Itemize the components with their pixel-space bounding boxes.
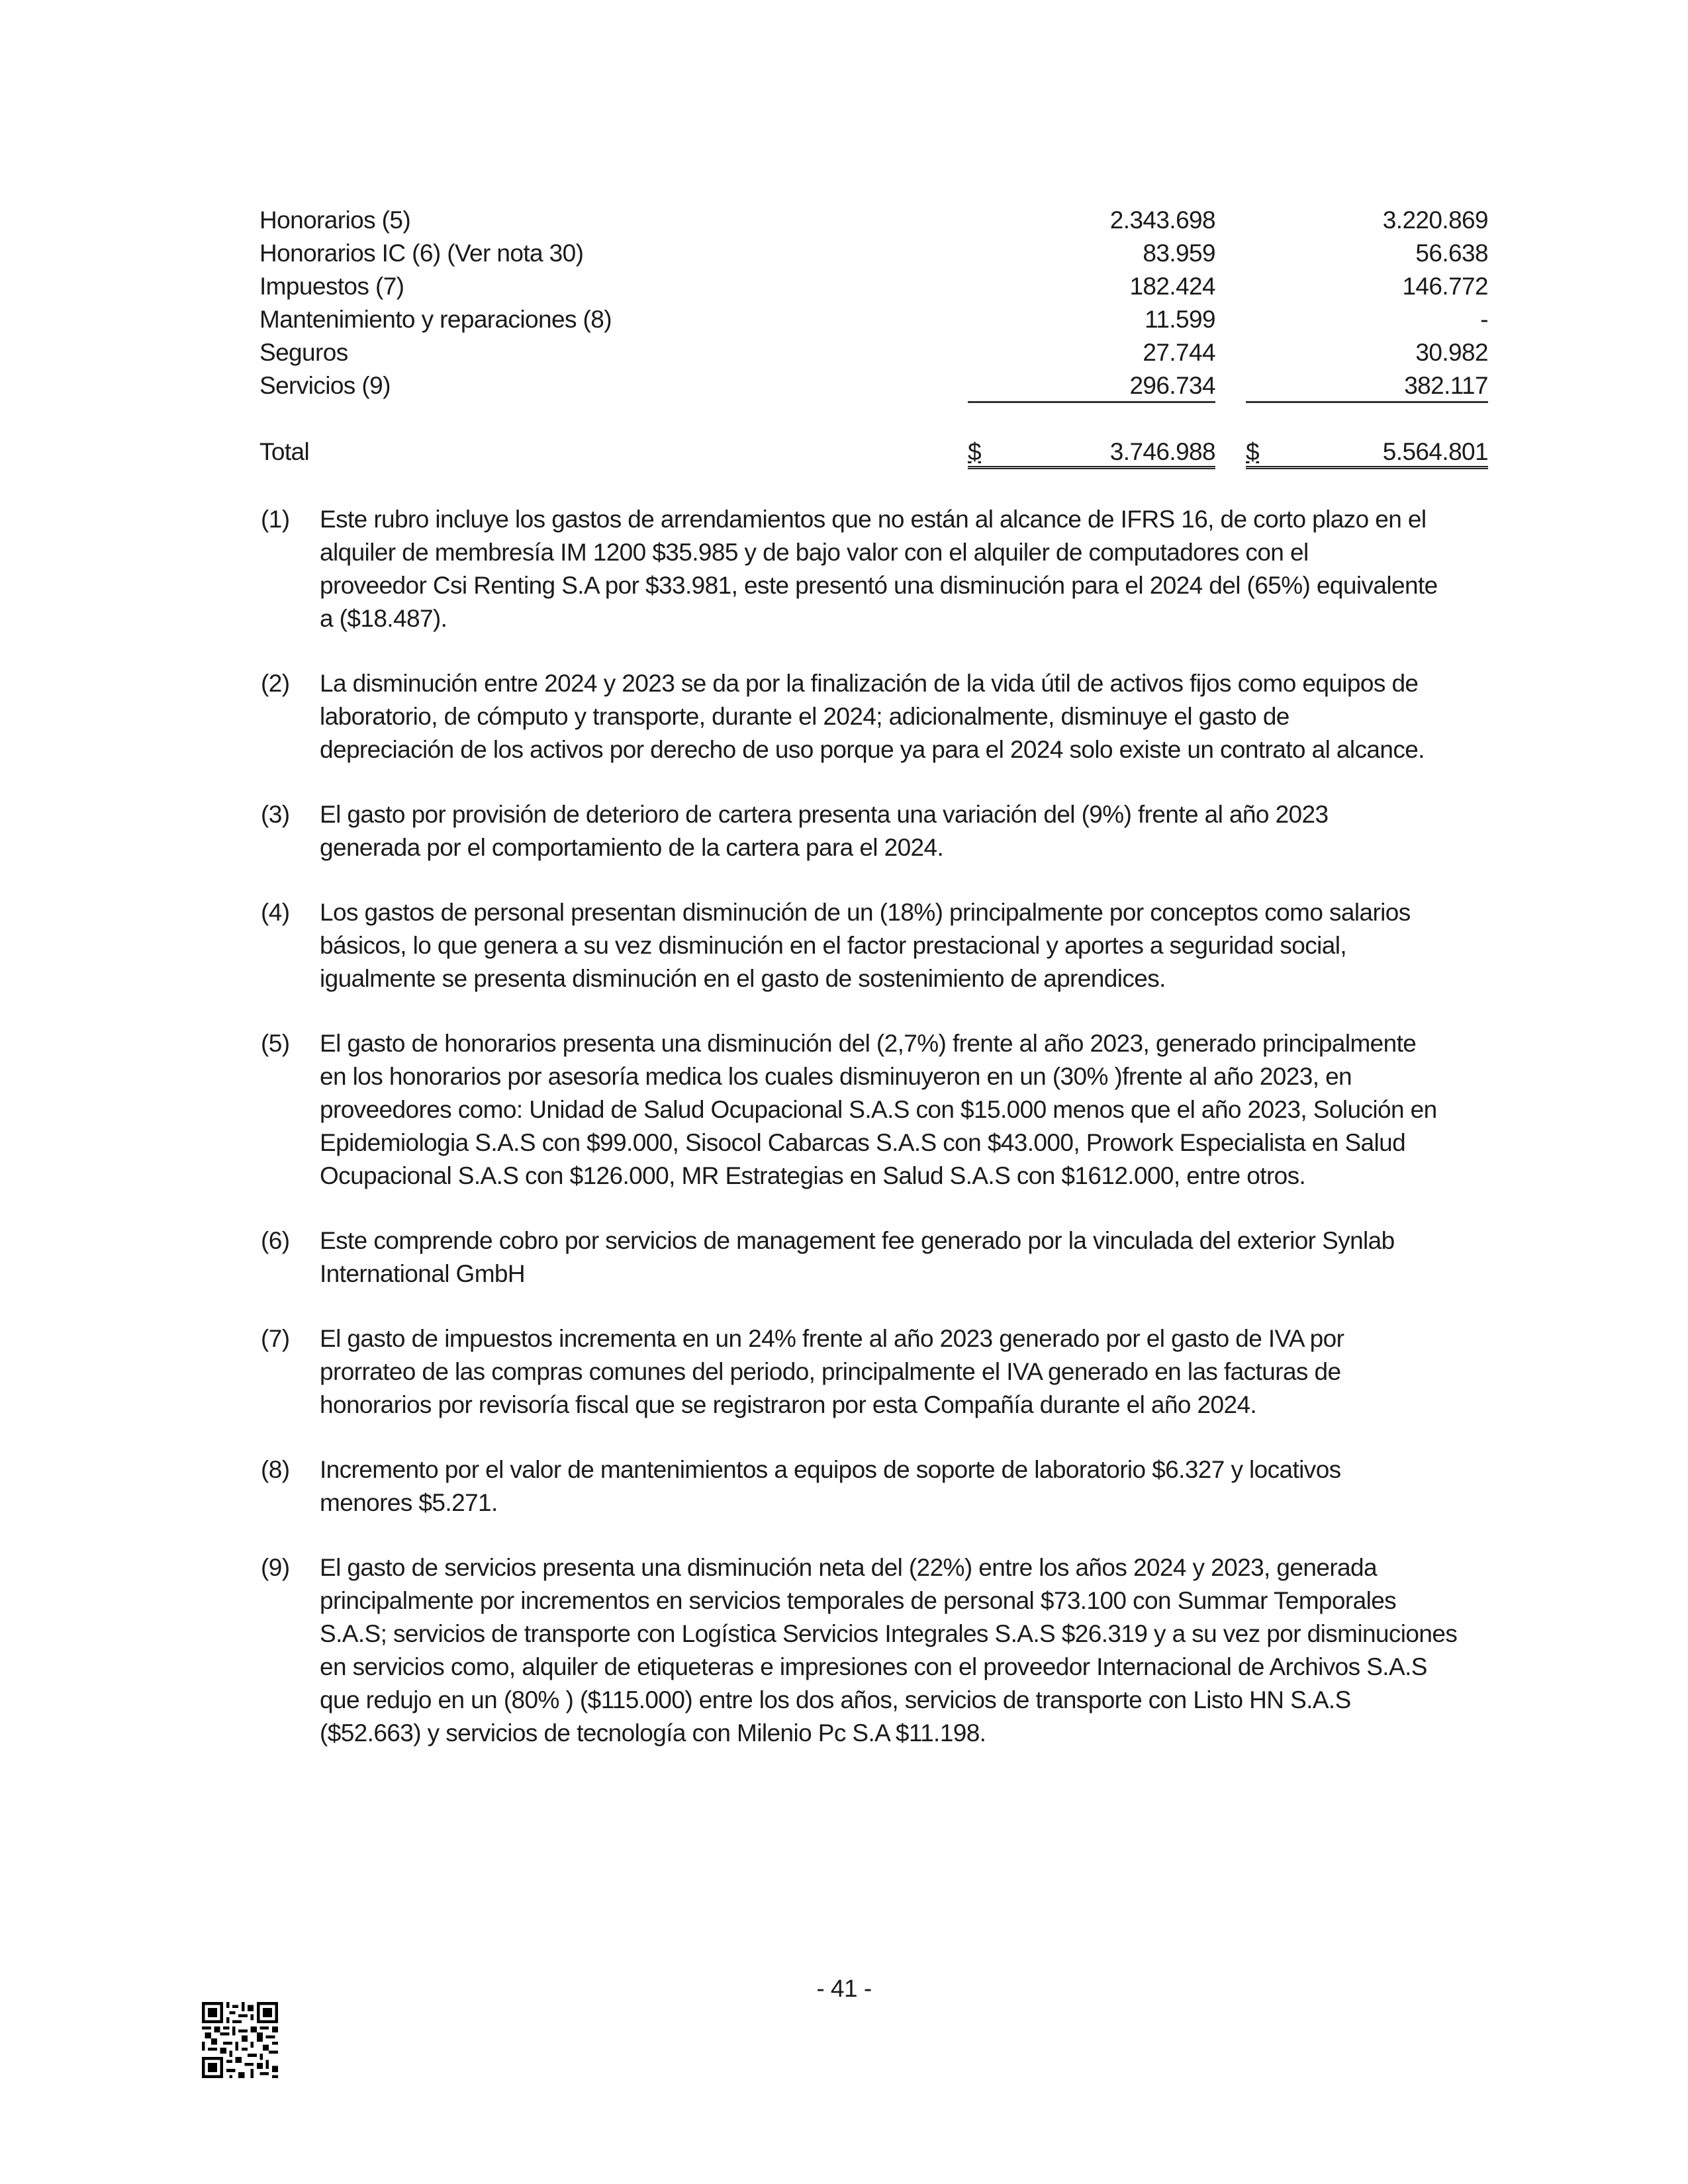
value-2024: 27.744 — [1143, 339, 1215, 366]
note-line: alquiler de membresía IM 1200 $35.985 y de bajo valor con el alquiler de computadores con el — [320, 539, 1309, 566]
note-6 — [259, 1224, 1504, 1291]
note-line: en servicios como, alquiler de etiqueteras e impresiones con el proveedor Internacional de Archivos S.A.S — [320, 1653, 1427, 1680]
value-2023: 146.772 — [1402, 273, 1488, 300]
table-row — [259, 204, 1489, 237]
note-line: laboratorio, de cómputo y transporte, durante el 2024; adicionalmente, disminuye el gasto de — [320, 703, 1289, 730]
value-2024: 182.424 — [1129, 273, 1215, 300]
value-2023: 30.982 — [1415, 339, 1488, 366]
note-number: (2) — [261, 670, 290, 697]
total-2024 — [968, 435, 1215, 469]
note-line: El gasto por provisión de deterioro de cartera presenta una variación del (9%) frente al año 2023 — [320, 801, 1329, 828]
table-row — [259, 270, 1489, 303]
total-value-2023: 5.564.801 — [1382, 438, 1488, 465]
notes-list — [259, 503, 1504, 1782]
note-text — [320, 798, 1504, 864]
note-line: La disminución entre 2024 y 2023 se da por la finalización de la vida útil de activos fijos como equipos de — [320, 670, 1419, 697]
row-label: Seguros — [259, 339, 348, 366]
value-2024: 2.343.698 — [1109, 206, 1215, 234]
table-row — [259, 237, 1489, 270]
page-number: - 41 - — [816, 1975, 872, 2002]
note-line: prorrateo de las compras comunes del periodo, principalmente el IVA generado en las facturas de — [320, 1358, 1341, 1385]
note-line: proveedores como: Unidad de Salud Ocupacional S.A.S con $15.000 menos que el año 2023, Solución en — [320, 1096, 1437, 1123]
note-line: menores $5.271. — [320, 1489, 498, 1516]
note-line: en los honorarios por asesoría medica los cuales disminuyeron en un (30% )frente al año 2023, en — [320, 1063, 1352, 1090]
currency-symbol: $ — [1246, 438, 1259, 465]
currency-symbol: $ — [968, 438, 981, 465]
table-row — [259, 336, 1489, 369]
note-line: a ($18.487). — [320, 605, 447, 632]
value-2023: - — [1480, 306, 1488, 333]
total-value-2024: 3.746.988 — [1109, 438, 1215, 465]
note-line: proveedor Csi Renting S.A por $33.981, este presentó una disminución para el 2024 del (65%) equivalente — [320, 572, 1438, 599]
note-1 — [259, 503, 1504, 635]
value-2024: 296.734 — [968, 369, 1215, 403]
note-number: (8) — [261, 1456, 290, 1483]
value-2023: 382.117 — [1246, 369, 1488, 403]
note-text — [320, 667, 1504, 766]
note-text — [320, 1551, 1504, 1750]
value-2023: 3.220.869 — [1382, 206, 1488, 234]
value-2024: 83.959 — [1143, 240, 1215, 267]
note-line: básicos, lo que genera a su vez disminución en el factor prestacional y aportes a seguridad social, — [320, 932, 1347, 959]
note-7 — [259, 1322, 1504, 1422]
note-line: Los gastos de personal presentan disminución de un (18%) principalmente por conceptos como salarios — [320, 899, 1411, 926]
note-8 — [259, 1453, 1504, 1520]
note-line: honorarios por revisoría fiscal que se registraron por esta Compañía durante el año 2024. — [320, 1391, 1257, 1418]
row-label: Impuestos (7) — [259, 273, 404, 300]
row-label: Mantenimiento y reparaciones (8) — [259, 306, 612, 333]
note-number: (3) — [261, 801, 290, 828]
note-text — [320, 1322, 1504, 1422]
note-number: (9) — [261, 1554, 290, 1581]
note-line: El gasto de impuestos incrementa en un 24% frente al año 2023 generado por el gasto de IVA por — [320, 1325, 1344, 1352]
note-line: El gasto de servicios presenta una disminución neta del (22%) entre los años 2024 y 2023, generada — [320, 1554, 1377, 1581]
row-label: Honorarios (5) — [259, 206, 411, 234]
expense-table — [259, 204, 1489, 469]
note-line: International GmbH — [320, 1260, 526, 1287]
note-line: que redujo en un (80% ) ($115.000) entre los dos años, servicios de transporte con Listo HN S.A.S — [320, 1686, 1351, 1713]
note-line: Incremento por el valor de mantenimientos a equipos de soporte de laboratorio $6.327 y locativos — [320, 1456, 1341, 1483]
note-number: (6) — [261, 1227, 290, 1254]
note-line: depreciación de los activos por derecho de uso porque ya para el 2024 solo existe un contrato al alcance. — [320, 736, 1425, 763]
value-2023: 56.638 — [1415, 240, 1488, 267]
note-number: (5) — [261, 1030, 290, 1057]
value-2024: 11.599 — [1145, 306, 1215, 333]
row-label: Honorarios IC (6) (Ver nota 30) — [259, 240, 584, 267]
note-3 — [259, 798, 1504, 864]
note-number: (1) — [261, 506, 290, 533]
total-row — [259, 435, 1489, 469]
table-row — [259, 369, 1489, 402]
total-2023 — [1246, 435, 1488, 469]
note-9 — [259, 1551, 1504, 1750]
note-number: (7) — [261, 1325, 290, 1352]
note-5 — [259, 1027, 1504, 1193]
row-label: Servicios (9) — [259, 372, 391, 399]
note-line: Este rubro incluye los gastos de arrendamientos que no están al alcance de IFRS 16, de corto plazo en el — [320, 506, 1427, 533]
note-line: principalmente por incrementos en servicios temporales de personal $73.100 con Summar Temporales — [320, 1587, 1397, 1614]
note-line: Este comprende cobro por servicios de management fee generado por la vinculada del exterior Synlab — [320, 1227, 1395, 1254]
note-text — [320, 503, 1504, 635]
note-line: Ocupacional S.A.S con $126.000, MR Estrategias en Salud S.A.S con $1612.000, entre otros. — [320, 1162, 1306, 1189]
qr-code-icon — [202, 2002, 278, 2078]
table-row — [259, 303, 1489, 336]
note-line: El gasto de honorarios presenta una disminución del (2,7%) frente al año 2023, generado principalmente — [320, 1030, 1417, 1057]
note-line: generada por el comportamiento de la cartera para el 2024. — [320, 834, 944, 861]
note-text — [320, 1453, 1504, 1520]
note-text — [320, 1224, 1504, 1291]
note-number: (4) — [261, 899, 290, 926]
note-text — [320, 1027, 1504, 1193]
note-2 — [259, 667, 1504, 766]
note-4 — [259, 896, 1504, 995]
note-line: ($52.663) y servicios de tecnología con Milenio Pc S.A $11.198. — [320, 1719, 986, 1747]
note-line: igualmente se presenta disminución en el gasto de sostenimiento de aprendices. — [320, 965, 1166, 992]
total-label: Total — [259, 438, 310, 465]
note-text — [320, 896, 1504, 995]
note-line: Epidemiologia S.A.S con $99.000, Sisocol Cabarcas S.A.S con $43.000, Prowork Especialista en Salud — [320, 1129, 1406, 1156]
note-line: S.A.S; servicios de transporte con Logística Servicios Integrales S.A.S $26.319 y a su vez por disminuciones — [320, 1620, 1458, 1647]
